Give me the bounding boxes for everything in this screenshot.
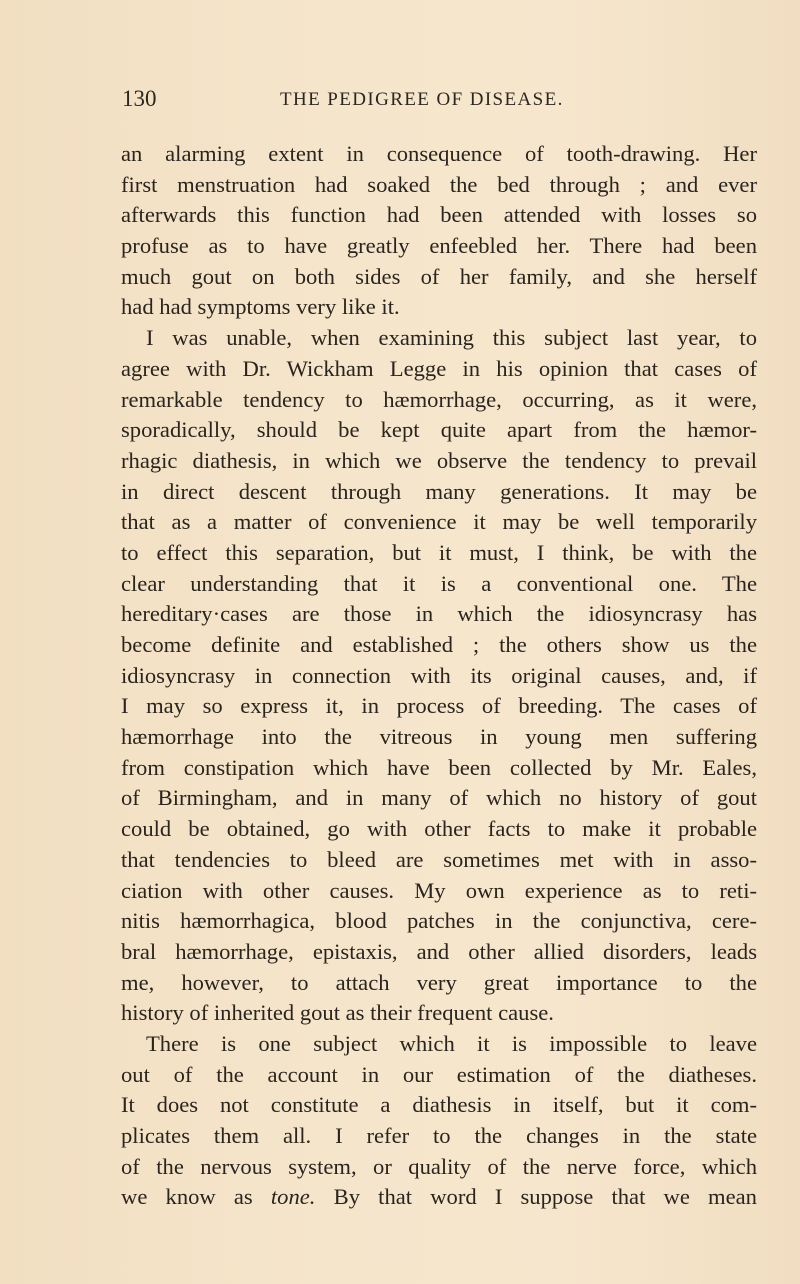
italic-term: tone.: [270, 1184, 316, 1210]
text-line: much gout on both sides of her family, and she herself: [121, 263, 757, 289]
text-line: me, however, to attach very great importance to the: [121, 969, 757, 995]
text-line: idiosyncrasy in connection with its original causes, and, if: [121, 662, 757, 688]
text-line: nitis hæmorrhagica, blood patches in the conjunctiva, cere-: [121, 908, 757, 934]
text-line: could be obtained, go with other facts to make it probable: [121, 816, 757, 842]
paragraph-3: [121, 1029, 757, 1213]
text-line: plicates them all. I refer to the changes in the state: [121, 1123, 757, 1148]
text-line: of Birmingham, and in many of which no history of gout: [121, 785, 757, 811]
text-line: that as a matter of convenience it may be well temporarily: [121, 509, 757, 535]
text-line: out of the account in our estimation of the diatheses.: [121, 1061, 757, 1087]
body-text: [121, 139, 757, 1213]
text-line: had had symptoms very like it.: [121, 294, 400, 320]
text-line: become definite and established ; the others show us the: [121, 632, 757, 657]
text-line: sporadically, should be kept quite apart from the hæmor-: [121, 417, 757, 443]
text-line: from constipation which have been collected by Mr. Eales,: [121, 754, 757, 780]
text-line: hereditary·cases are those in which the idiosyncrasy has: [121, 601, 757, 627]
text-line: remarkable tendency to hæmorrhage, occurring, as it were,: [121, 386, 757, 412]
text-run: By that word I suppose that we mean: [315, 1184, 757, 1210]
text-line: agree with Dr. Wickham Legge in his opinion that cases of: [121, 355, 757, 381]
paragraph-1: [121, 139, 757, 323]
text-line: of the nervous system, or quality of the nerve force, which: [121, 1153, 757, 1179]
text-line: to effect this separation, but it must, I think, be with the: [121, 539, 757, 565]
text-line: that tendencies to bleed are sometimes met with in asso-: [121, 846, 757, 872]
text-line: It does not constitute a diathesis in itself, but it com-: [121, 1092, 757, 1118]
text-line: afterwards this function had been attended with losses so: [121, 202, 757, 228]
text-line: ciation with other causes. My own experience as to reti-: [121, 877, 757, 903]
text-line: There is one subject which it is impossible to leave: [146, 1030, 757, 1056]
page-header: [122, 86, 762, 116]
text-line: an alarming extent in consequence of tooth-drawing. Her: [121, 141, 757, 166]
text-line: history of inherited gout as their frequent cause.: [121, 1000, 554, 1026]
text-line-final: [121, 1182, 757, 1213]
text-line: I was unable, when examining this subject last year, to: [146, 325, 757, 351]
text-line: I may so express it, in process of breeding. The cases of: [121, 693, 757, 719]
text-line: first menstruation had soaked the bed through ; and ever: [121, 171, 757, 197]
page-number: 130: [122, 86, 157, 111]
text-line: clear understanding that it is a conventional one. The: [121, 570, 757, 596]
text-line: rhagic diathesis, in which we observe the tendency to prevail: [121, 447, 757, 473]
text-line: profuse as to have greatly enfeebled her. There had been: [121, 233, 757, 259]
running-head: THE PEDIGREE OF DISEASE.: [280, 89, 564, 110]
text-line: hæmorrhage into the vitreous in young men suffering: [121, 724, 757, 750]
paragraph-2: [121, 323, 757, 1029]
text-run: we know as: [121, 1184, 271, 1210]
text-line: in direct descent through many generations. It may be: [121, 478, 757, 504]
text-line: bral hæmorrhage, epistaxis, and other allied disorders, leads: [121, 938, 757, 964]
